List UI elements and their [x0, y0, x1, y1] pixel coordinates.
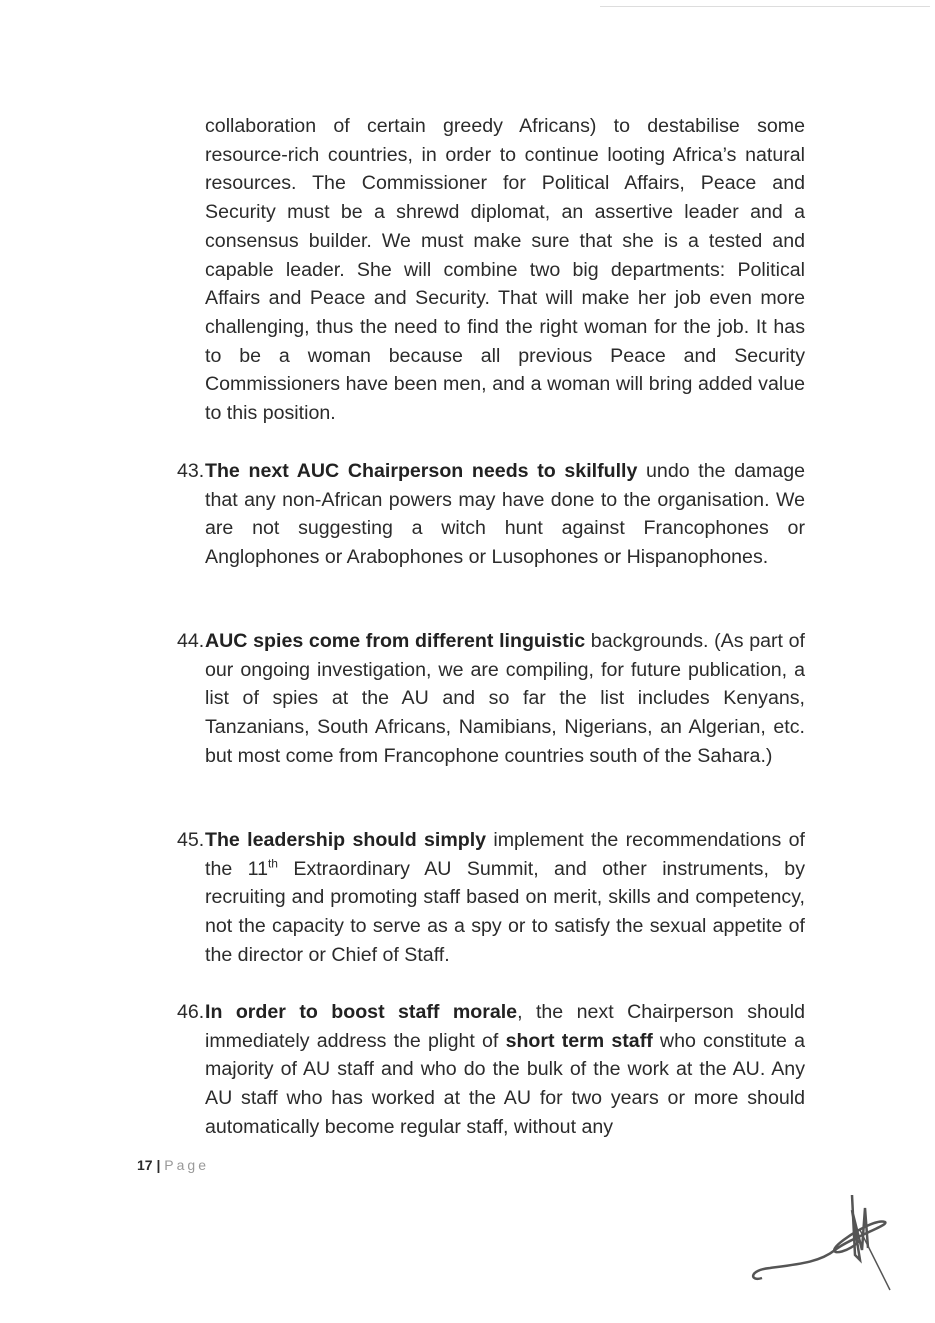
paragraph-text: undo the damage that any non-African powers may have done to the organisation. We are not suggesting a witch hunt against Francophones or Anglophones or Arabophones or Lusophones or Hispanophones.: [205, 460, 806, 569]
paragraph-43: [205, 457, 805, 572]
bold-lead: The next AUC Chairperson needs to skilfully: [205, 460, 638, 482]
bold-lead: In order to boost staff morale: [205, 1001, 518, 1023]
signature-icon: [740, 1190, 920, 1305]
paragraph-text: , the next Chairperson should immediately address the plight of: [205, 1001, 805, 1052]
paragraph-44: [205, 627, 805, 771]
page-number: 17: [137, 1157, 153, 1173]
paragraph-text: Extraordinary AU Summit, and other instruments, by recruiting and promoting staff based on merit, skills and competency, not the capacity to serve as a spy or to satisfy the sexual appetite of the director or Chief of Staff.: [205, 857, 805, 966]
page-footer: [137, 1157, 209, 1173]
bold-lead: AUC spies come from different linguistic: [205, 630, 586, 652]
paragraph-number: 44.: [177, 630, 205, 652]
paragraph-46: [205, 998, 805, 1142]
paragraph-continued: collaboration of certain greedy Africans) to destabilise some resource-rich countries, in order to continue looting Africa’s natural resources. The Commissioner for Political Affairs, Peace and Security must be a shrewd diplomat, an assertive leader and a consensus builder. We must make sure that she is a tested and capable leader. She will combine two big departments: Political Affairs and Peace and Security. That will make her job even more challenging, thus the need to find the right woman for the job. It has to be a woman because all previous Peace and Security Commissioners have been men, and a woman will bring added value to this position.: [205, 115, 805, 425]
paragraph-45: [205, 826, 805, 970]
paragraph-number: 43.: [177, 460, 205, 482]
page-label: Page: [164, 1157, 209, 1173]
scan-edge-line: [600, 6, 930, 7]
paragraph-number: 46.: [177, 1001, 205, 1023]
paragraph-text: implement the recommendations of the 11: [205, 829, 805, 880]
bold-lead: The leadership should simply: [205, 829, 487, 851]
paragraph-number: 45.: [177, 829, 205, 851]
paragraph-text: backgrounds. (As part of our ongoing investigation, we are compiling, for future publication, a list of spies at the AU and so far the list includes Kenyans, Tanzanians, South Africans, Namibians, Nigerians, an Algerian, etc. but most come from Francophone countries south of the Sahara.): [205, 630, 805, 767]
separator: |: [156, 1157, 161, 1173]
superscript: th: [267, 856, 278, 871]
paragraph-text: who constitute a majority of AU staff and who do the bulk of the work at the AU. Any AU staff who has worked at the AU for two years or more should automatically become regular staff, without any: [205, 1029, 805, 1138]
bold-phrase: short term staff: [505, 1029, 653, 1052]
